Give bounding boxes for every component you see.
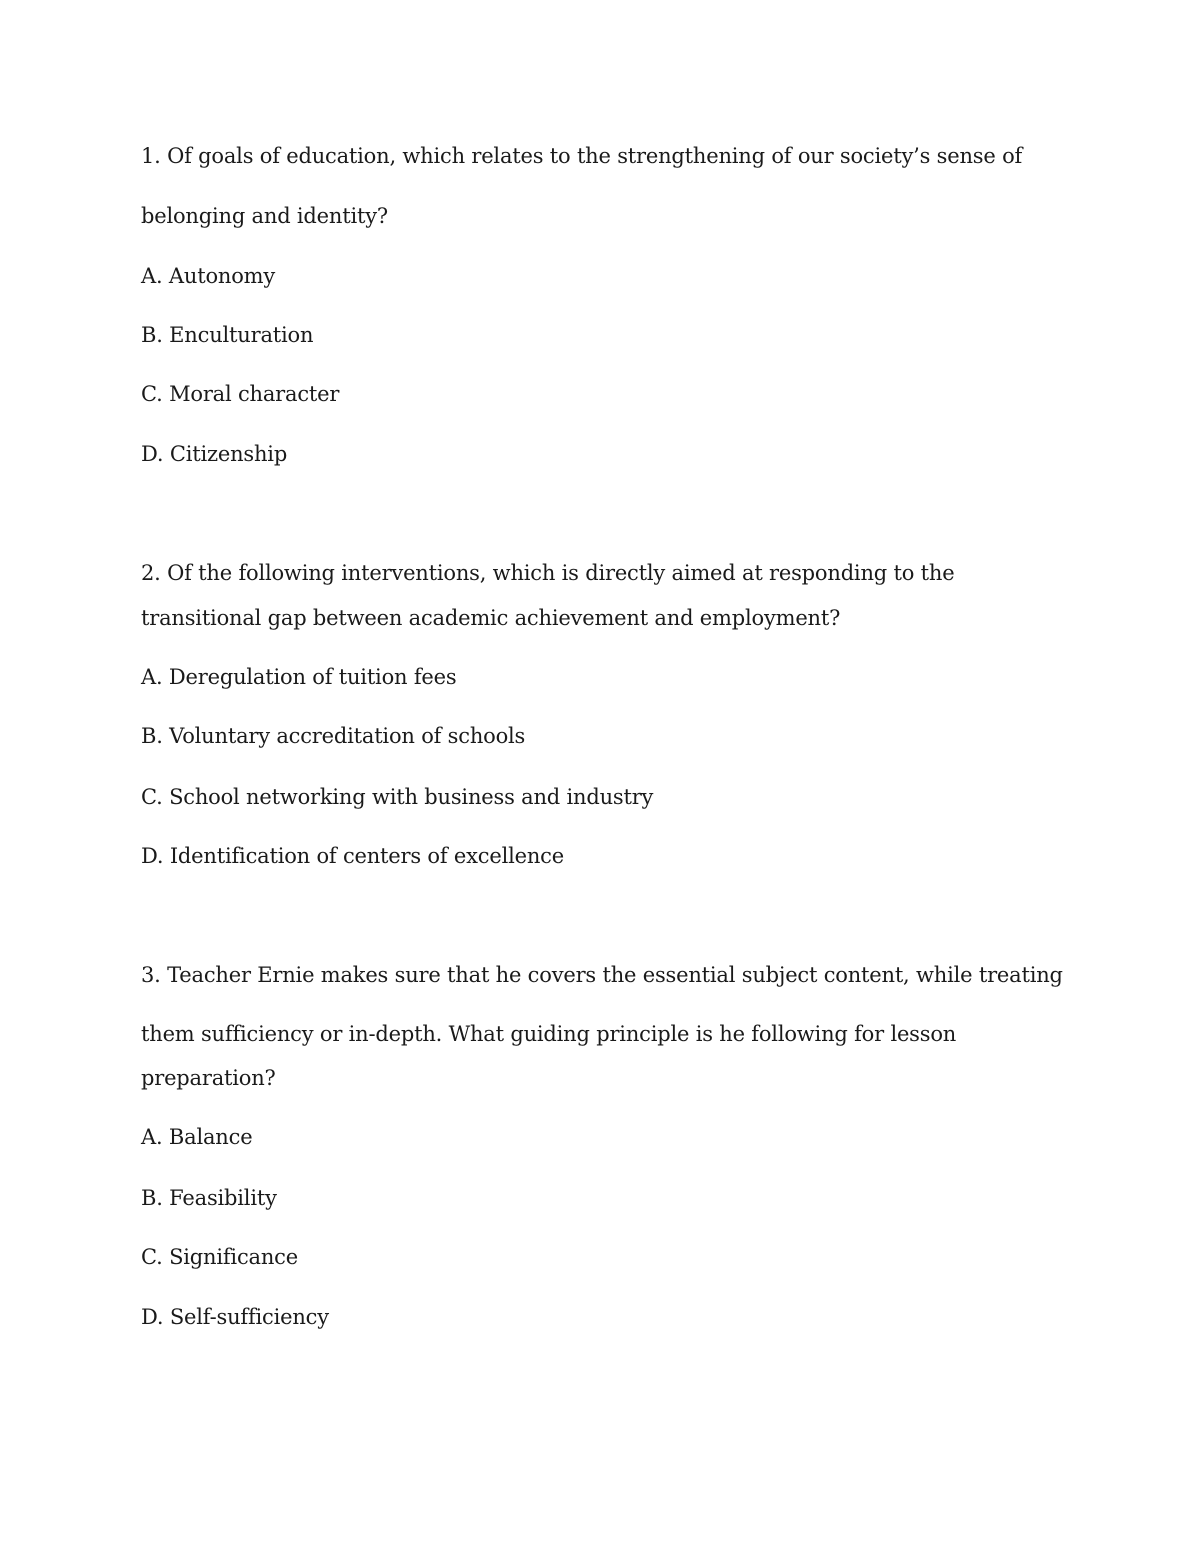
question-3-option-b: B. Feasibility	[141, 1186, 277, 1210]
question-3-option-a: A. Balance	[141, 1125, 253, 1149]
question-3-stem-line-1: 3. Teacher Ernie makes sure that he covers the essential subject content, while treating	[141, 963, 1063, 987]
question-1-option-c: C. Moral character	[141, 382, 340, 406]
question-2-option-d: D. Identification of centers of excellence	[141, 844, 564, 868]
question-2-stem-line-1: 2. Of the following interventions, which is directly aimed at responding to the	[141, 561, 955, 585]
question-2-option-c: C. School networking with business and industry	[141, 785, 654, 809]
question-3-option-c: C. Significance	[141, 1245, 298, 1269]
question-1-option-b: B. Enculturation	[141, 323, 314, 347]
question-2-option-a: A. Deregulation of tuition fees	[141, 665, 457, 689]
question-1-stem-line-1: 1. Of goals of education, which relates to the strengthening of our society’s sense of	[141, 144, 1023, 168]
question-3-option-d: D. Self-sufficiency	[141, 1305, 329, 1329]
question-1-option-a: A. Autonomy	[141, 264, 276, 288]
question-3-stem-line-3: preparation?	[141, 1066, 276, 1090]
question-3-stem-line-2: them sufficiency or in-depth. What guiding principle is he following for lesson	[141, 1022, 957, 1046]
question-2-option-b: B. Voluntary accreditation of schools	[141, 724, 526, 748]
question-1-stem-line-2: belonging and identity?	[141, 204, 388, 228]
question-2-stem-line-2: transitional gap between academic achievement and employment?	[141, 606, 841, 630]
question-1-option-d: D. Citizenship	[141, 442, 288, 466]
